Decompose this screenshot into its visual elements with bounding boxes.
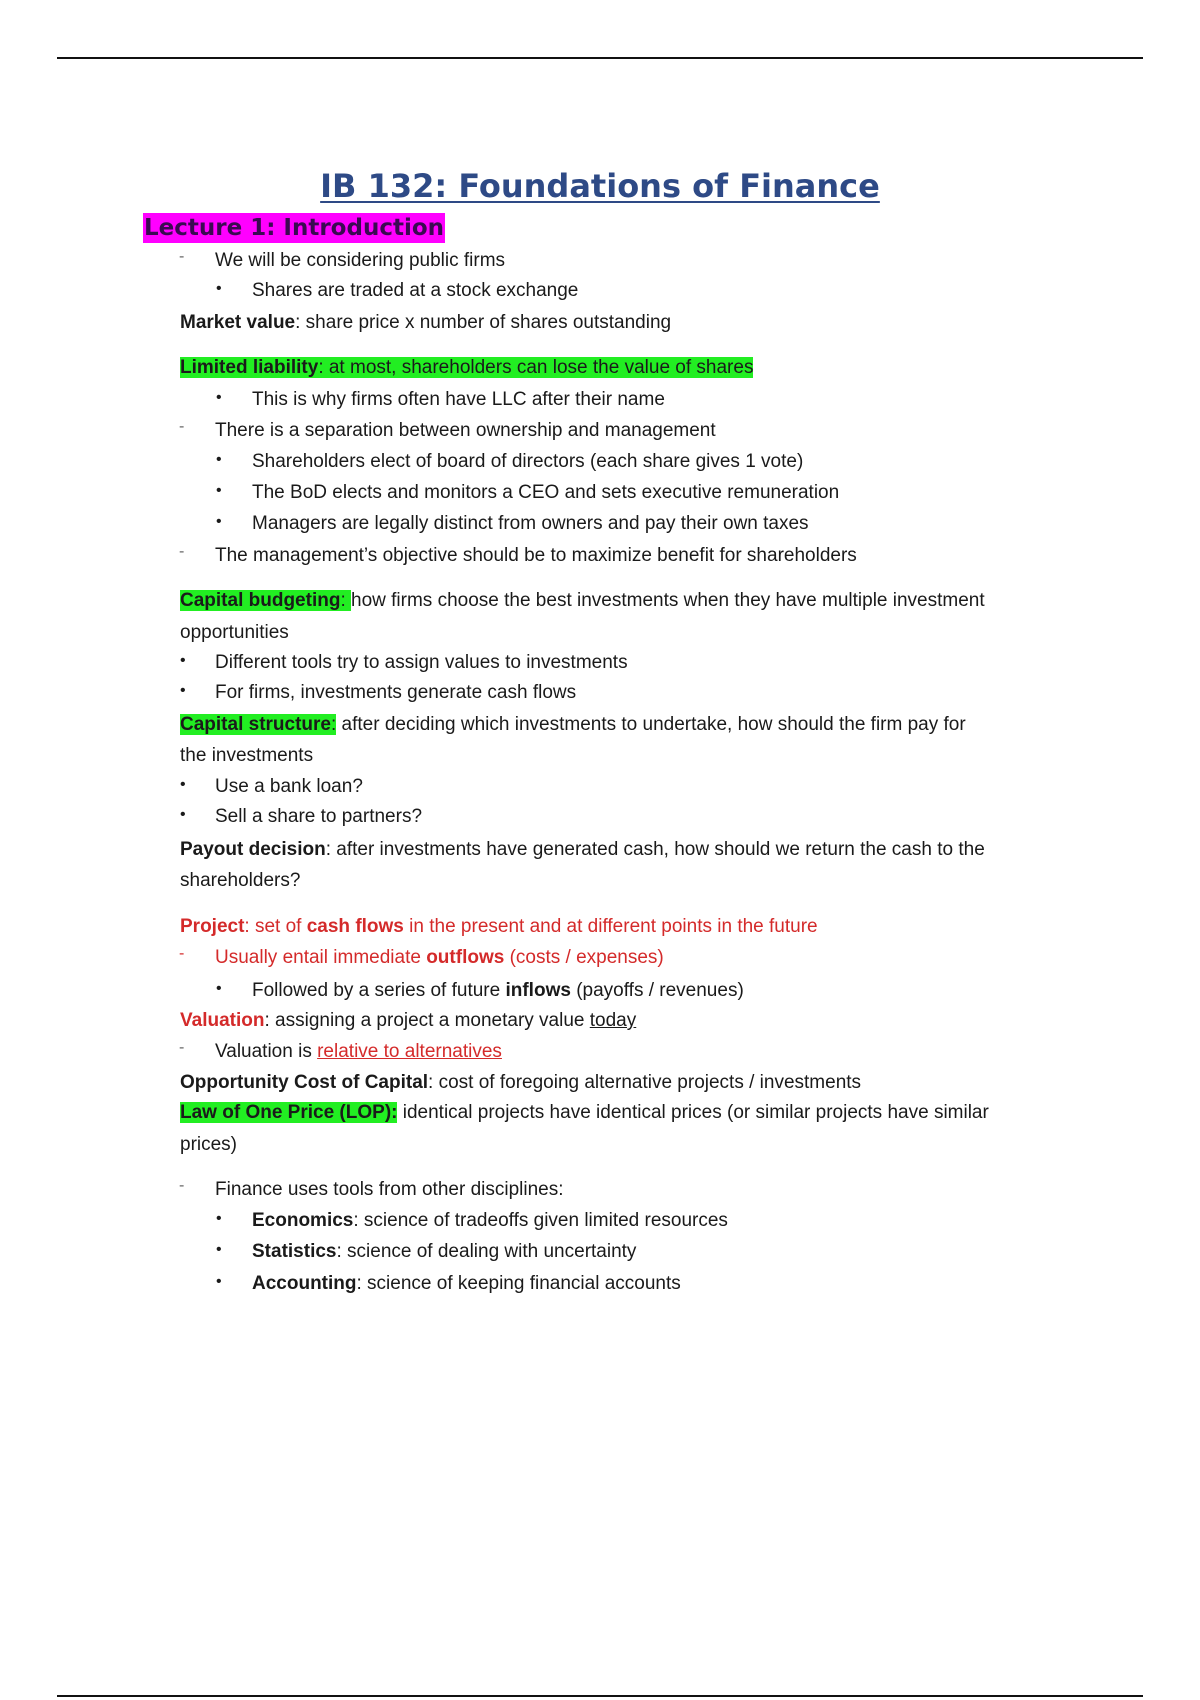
- dash-marker: -: [179, 418, 185, 435]
- bullet-marker: •: [180, 682, 186, 699]
- emphasis: inflows: [505, 980, 571, 1001]
- bullet-marker: •: [216, 451, 222, 468]
- term: Opportunity Cost of Capital: [180, 1072, 429, 1093]
- term: Payout decision: [180, 839, 326, 860]
- term: Valuation: [180, 1010, 265, 1031]
- definition-capital-budgeting: [180, 588, 985, 614]
- emphasis: cash flows: [306, 916, 404, 937]
- definition-accounting: [252, 1271, 681, 1297]
- definition-statistics: [252, 1239, 636, 1265]
- text-line-continued: shareholders?: [180, 870, 301, 891]
- top-rule: [57, 57, 1143, 59]
- term: Market value: [180, 312, 296, 333]
- definition: how firms choose the best investments when they have multiple investment: [351, 590, 985, 611]
- text-line: The management’s objective should be to maximize benefit for shareholders: [215, 545, 857, 566]
- dash-marker: -: [179, 1177, 185, 1194]
- text-line: Managers are legally distinct from owners and pay their own taxes: [252, 513, 809, 534]
- definition-payout-decision: [180, 837, 985, 863]
- definition-economics: [252, 1208, 728, 1234]
- definition-valuation: [180, 1008, 636, 1034]
- text-line: For firms, investments generate cash flows: [215, 682, 577, 703]
- emphasis: outflows: [426, 947, 505, 968]
- definition-highlighted: : at most, shareholders can lose the value of shares: [318, 357, 754, 378]
- text-line: Sell a share to partners?: [215, 806, 423, 827]
- term-highlighted: Capital budgeting: [180, 590, 341, 611]
- bullet-marker: •: [216, 1273, 222, 1290]
- bullet-marker: •: [216, 280, 222, 297]
- definition-law-of-one-price: [180, 1100, 989, 1126]
- emphasis-underlined: relative to alternatives: [317, 1041, 502, 1062]
- definition-project: [180, 914, 818, 940]
- term-highlighted: Limited liability: [180, 357, 319, 378]
- term: Project: [180, 916, 245, 937]
- bullet-marker: •: [180, 652, 186, 669]
- definition: after deciding which investments to undertake, how should the firm pay for: [336, 714, 966, 735]
- colon-highlighted: :: [340, 590, 351, 611]
- colon-highlighted: :: [330, 714, 337, 735]
- dash-marker: -: [179, 543, 185, 560]
- term: Economics: [252, 1210, 354, 1231]
- dash-marker: -: [179, 1039, 185, 1056]
- text-line: This is why firms often have LLC after their name: [252, 389, 665, 410]
- bottom-rule: [57, 1695, 1143, 1697]
- text-line: There is a separation between ownership and management: [215, 420, 716, 441]
- dash-marker: -: [179, 248, 185, 265]
- text-line: The BoD elects and monitors a CEO and sets executive remuneration: [252, 482, 840, 503]
- bullet-marker: •: [216, 980, 222, 997]
- term-highlighted: Law of One Price (LOP):: [180, 1102, 398, 1123]
- text: Followed by a series of future: [252, 980, 506, 1001]
- lecture-heading: Lecture 1: Introduction: [144, 215, 445, 241]
- term: Statistics: [252, 1241, 337, 1262]
- bullet-marker: •: [180, 806, 186, 823]
- definition: : set of: [244, 916, 307, 937]
- emphasis-underlined: today: [589, 1010, 637, 1031]
- definition: : share price x number of shares outstanding: [295, 312, 672, 333]
- text-line: Shares are traded at a stock exchange: [252, 280, 579, 301]
- definition: : after investments have generated cash, how should we return the cash to the: [325, 839, 985, 860]
- term-highlighted: Capital structure: [180, 714, 331, 735]
- term: Accounting: [252, 1273, 357, 1294]
- text-line-inflows: [252, 978, 744, 1004]
- text-line: We will be considering public firms: [215, 250, 506, 271]
- bullet-marker: •: [216, 1241, 222, 1258]
- text: Usually entail immediate: [215, 947, 427, 968]
- text-line: Finance uses tools from other disciplines:: [215, 1179, 564, 1200]
- bullet-marker: •: [216, 482, 222, 499]
- text-line: Different tools try to assign values to investments: [215, 652, 628, 673]
- text-line: Use a bank loan?: [215, 776, 363, 797]
- definition: identical projects have identical prices (or similar projects have similar: [397, 1102, 989, 1123]
- dash-marker: -: [179, 945, 185, 962]
- definition: in the present and at different points in the future: [403, 916, 818, 937]
- definition: : science of dealing with uncertainty: [336, 1241, 637, 1262]
- text: Valuation is: [215, 1041, 318, 1062]
- definition-capital-structure: [180, 712, 966, 738]
- bullet-marker: •: [216, 389, 222, 406]
- definition: : science of tradeoffs given limited resources: [353, 1210, 728, 1231]
- text-line: Shareholders elect of board of directors (each share gives 1 vote): [252, 451, 804, 472]
- definition-limited-liability: [180, 355, 753, 381]
- definition: : science of keeping financial accounts: [356, 1273, 681, 1294]
- definition: : cost of foregoing alternative projects / investments: [428, 1072, 862, 1093]
- text-line-relative: [215, 1039, 502, 1065]
- document-title: IB 132: Foundations of Finance: [320, 167, 880, 205]
- bullet-marker: •: [216, 513, 222, 530]
- bullet-marker: •: [216, 1210, 222, 1227]
- text: (payoffs / revenues): [570, 980, 744, 1001]
- text-line-continued: opportunities: [180, 622, 289, 643]
- definition-market-value: [180, 310, 671, 336]
- definition: : assigning a project a monetary value: [264, 1010, 590, 1031]
- text-line-outflows: [215, 945, 664, 971]
- bullet-marker: •: [180, 776, 186, 793]
- text: (costs / expenses): [504, 947, 664, 968]
- definition-opportunity-cost: [180, 1070, 861, 1096]
- text-line-continued: the investments: [180, 745, 314, 766]
- text-line-continued: prices): [180, 1134, 238, 1155]
